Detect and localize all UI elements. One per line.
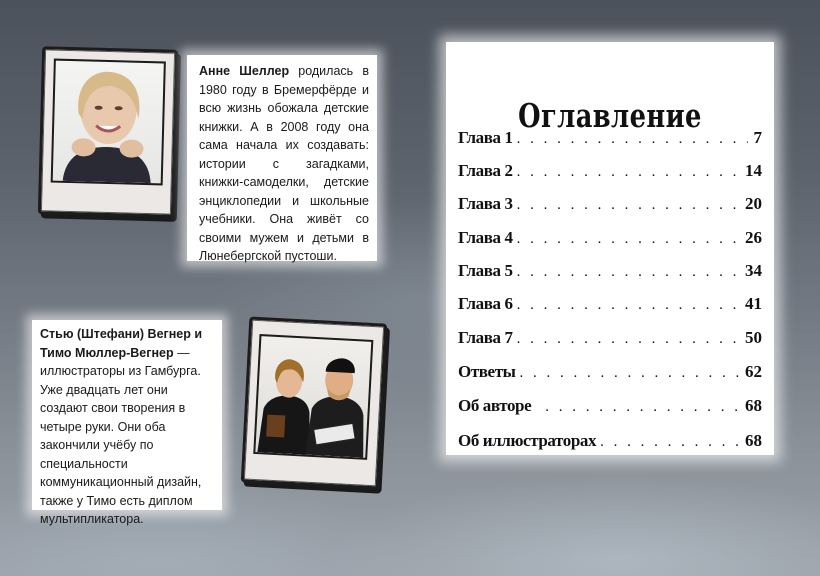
- toc-entry-page: 50: [745, 328, 762, 347]
- toc-entry-page: 68: [745, 396, 762, 415]
- toc-entry-page: 20: [745, 194, 762, 213]
- author-bio-box: [187, 55, 377, 261]
- illustrators-names: Стью (Штефани) Вегнер и Тимо Мюллер-Вегнер: [40, 327, 203, 360]
- illustrators-bio: [40, 325, 214, 529]
- illustrators-photo-frame: [241, 317, 387, 490]
- toc-entry[interactable]: [458, 161, 762, 181]
- toc-entry-label: Глава 3: [458, 194, 513, 213]
- toc-entry-label: Об авторе: [458, 396, 532, 415]
- author-bio: [199, 62, 369, 266]
- toc-leader-dots: [520, 365, 741, 382]
- toc-leader-dots: [517, 131, 748, 148]
- author-bio-text: родилась в 1980 году в Бремерфёрде и всю жизнь обожала детские книжки. А в 2008 году она сама начала их создавать: истории с загадками, книжки-самоделки, детские энциклопедии и школьные учебники. Она живёт со своими мужем и детьми в Люнебергской пустоши.: [199, 64, 369, 263]
- toc-entry[interactable]: [458, 431, 762, 451]
- toc-entry-label: Глава 5: [458, 261, 513, 280]
- toc-entry[interactable]: [458, 362, 762, 382]
- illustrators-bio-box: [32, 320, 222, 526]
- toc-entry-page: 7: [753, 128, 762, 147]
- toc-entry[interactable]: [458, 328, 762, 348]
- toc-leader-dots: [517, 297, 741, 314]
- illustrators-bio-text: — иллюстраторы из Гамбурга. Уже двадцать лет они создают свои творения в четыре руки. Они оба закончили учёбу по специальности коммуникационный дизайн, также у Тимо есть диплом мультипликатора.: [40, 345, 202, 526]
- toc-title: Оглавление: [518, 96, 702, 135]
- author-photo-frame: [38, 46, 178, 218]
- toc-entry-page: 26: [745, 228, 762, 247]
- toc-entry[interactable]: [458, 261, 762, 281]
- toc-leader-dots: [517, 331, 741, 348]
- toc-entry[interactable]: [458, 228, 762, 248]
- illustrators-photo: [253, 334, 373, 460]
- toc-entry-page: 62: [745, 362, 762, 381]
- toc-entry-page: 68: [745, 431, 762, 450]
- toc-leader-dots: [600, 434, 741, 451]
- toc-entry[interactable]: [458, 194, 762, 214]
- toc-entry-label: Глава 6: [458, 294, 513, 313]
- toc-leader-dots: [517, 264, 741, 281]
- toc-entry-label: Глава 2: [458, 161, 513, 180]
- toc-entry-label: Глава 1: [458, 128, 513, 147]
- toc-entry-label: Об иллюстраторах: [458, 431, 597, 450]
- toc-entry-label: Ответы: [458, 362, 516, 381]
- author-name: Анне Шеллер: [199, 64, 290, 78]
- toc-leader-dots: [517, 231, 741, 248]
- toc-entry[interactable]: [458, 128, 762, 148]
- toc-leader-dots: [517, 197, 741, 214]
- toc-entry[interactable]: [458, 294, 762, 314]
- author-photo: [51, 59, 166, 186]
- toc-entry-label: Глава 4: [458, 228, 513, 247]
- toc-leader-dots: [517, 164, 741, 181]
- toc-entry-label: Глава 7: [458, 328, 513, 347]
- table-of-contents: [446, 42, 774, 455]
- toc-entry[interactable]: [458, 396, 762, 416]
- toc-entry-page: 14: [745, 161, 762, 180]
- toc-leader-dots: [545, 399, 741, 416]
- toc-entry-page: 41: [745, 294, 762, 313]
- illustrators-portrait-image: [255, 336, 371, 458]
- author-portrait-image: [53, 61, 164, 184]
- toc-entry-page: 34: [745, 261, 762, 280]
